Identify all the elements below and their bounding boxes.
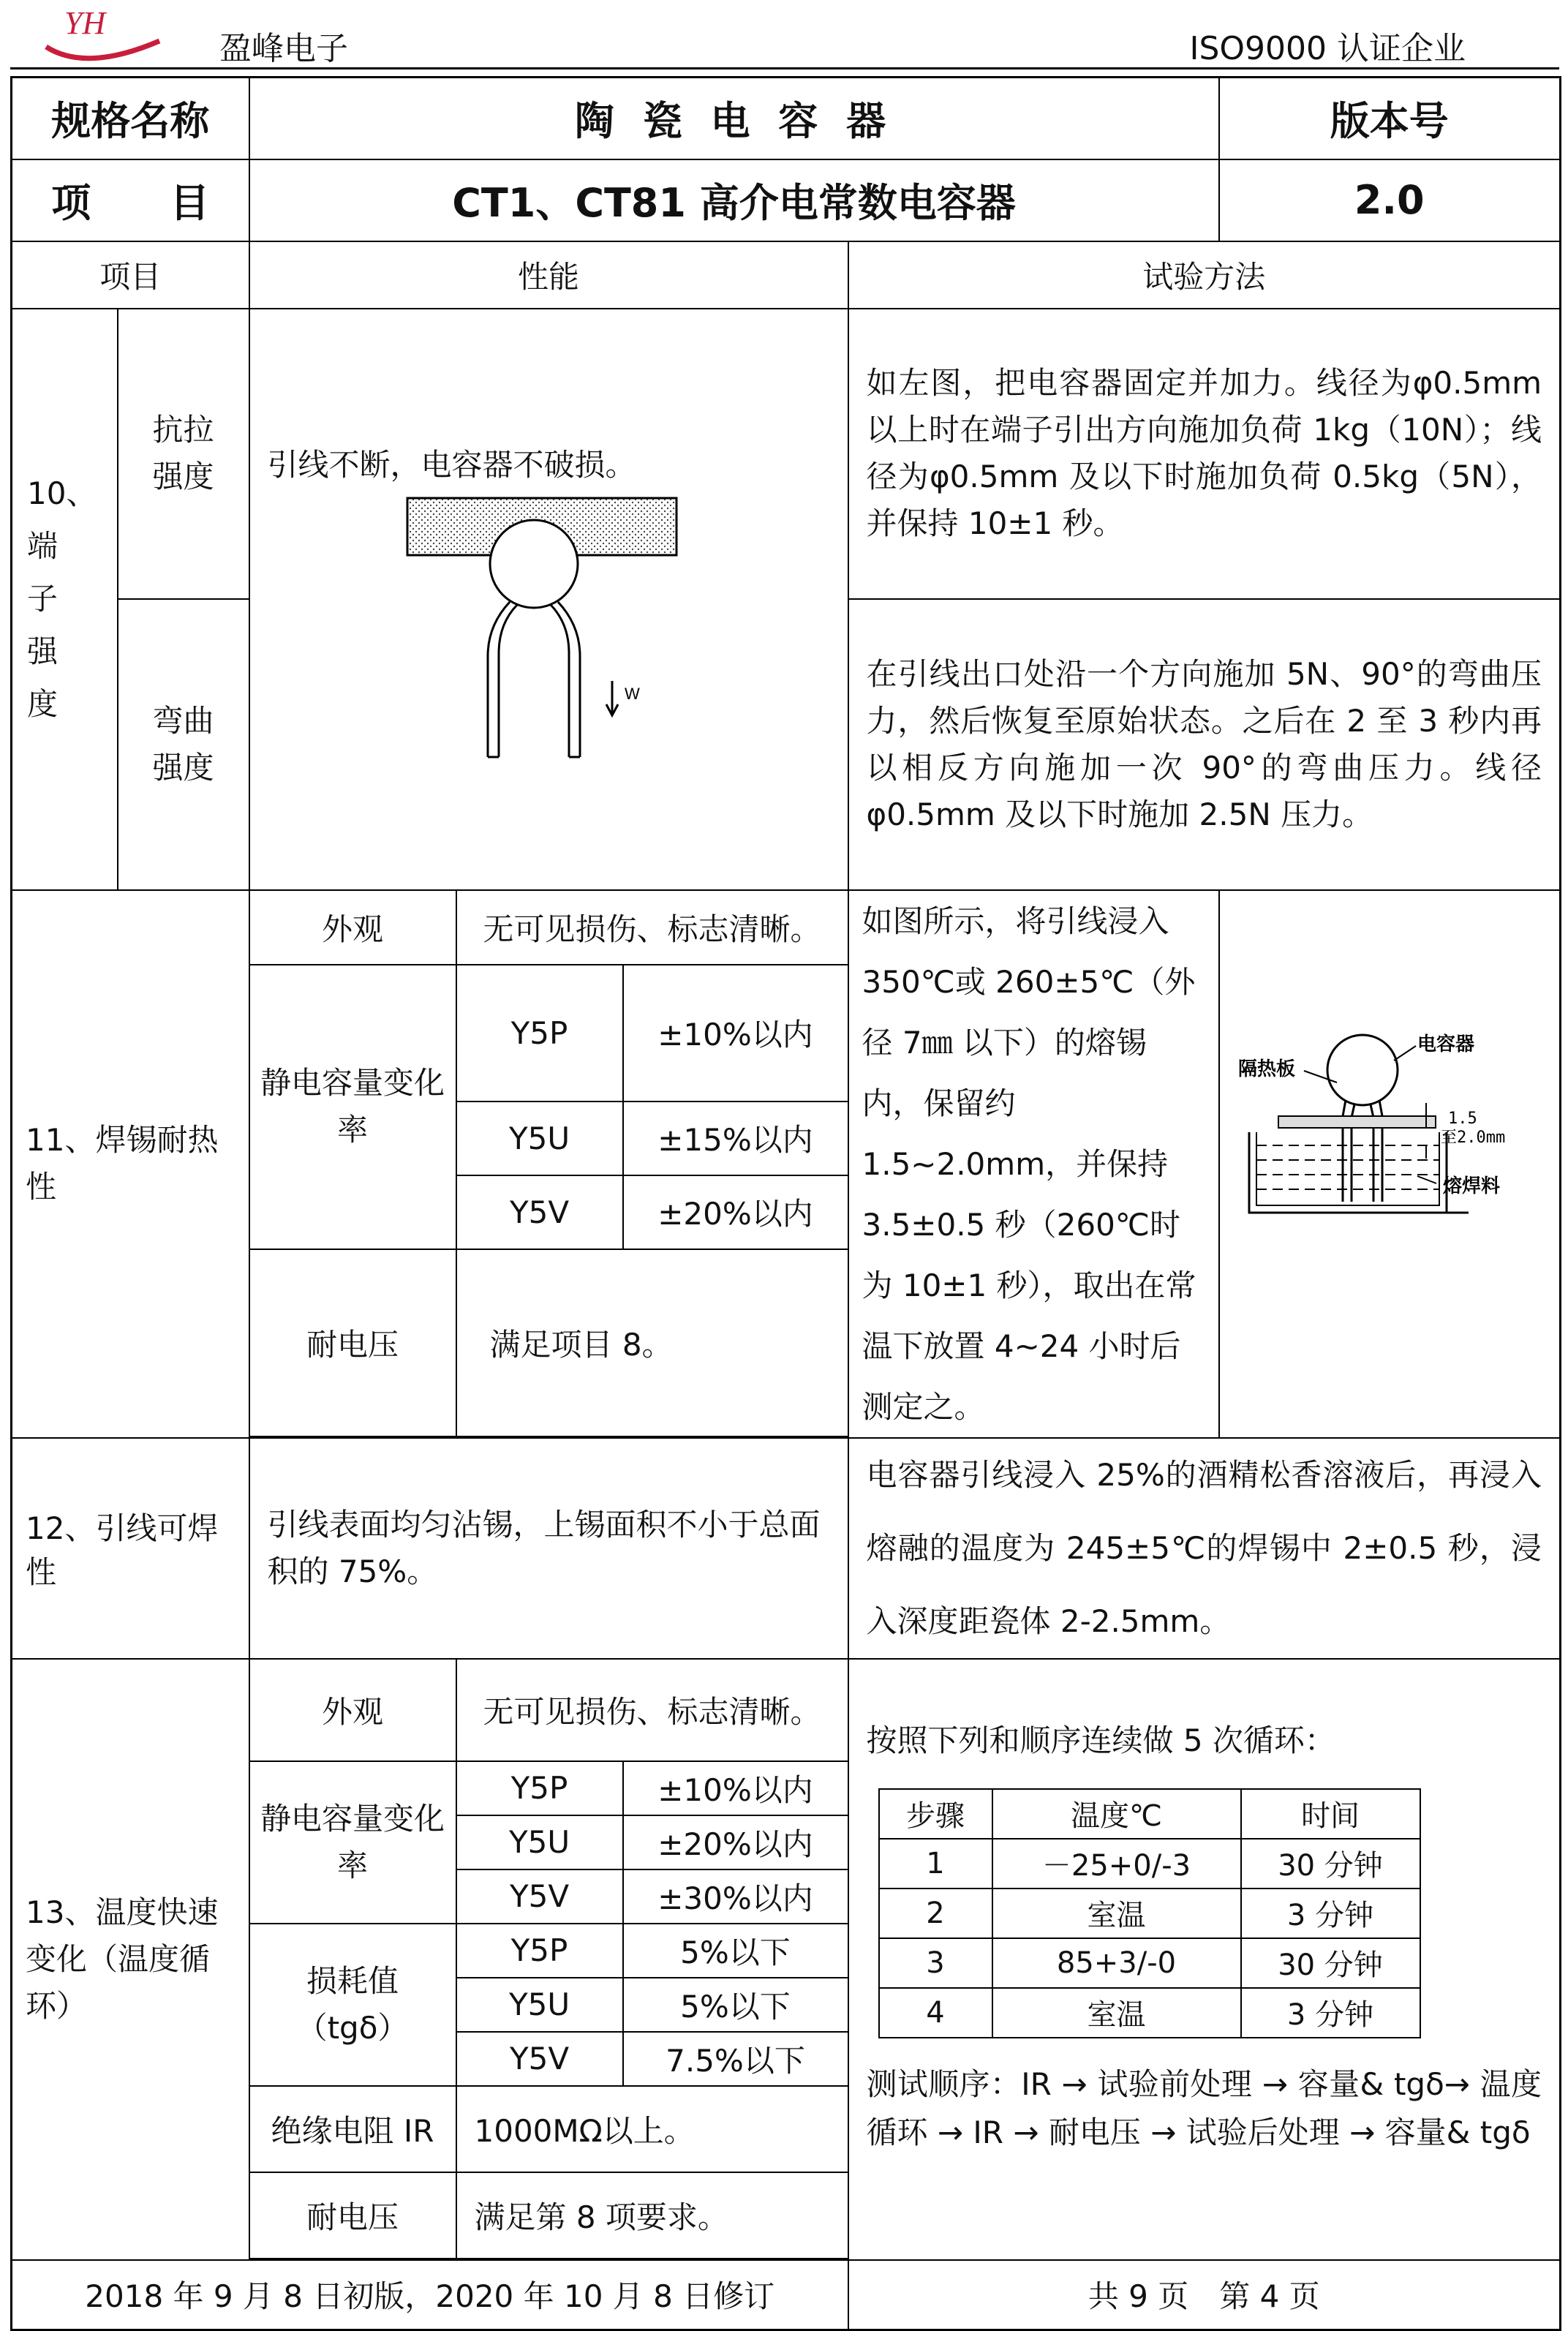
item-name: CT1、CT81 高介电常数电容器 [249,159,1219,241]
s11-cap-type-1: Y5P [456,965,623,1102]
s11-appearance-label: 外观 [249,890,456,965]
col-head-method: 试验方法 [848,241,1561,309]
version-number: 2.0 [1219,159,1561,241]
s10-performance-text: 引线不断，电容器不破损。 [267,446,636,483]
iso-certification: ISO9000 认证企业 [1189,30,1466,67]
footer-date: 2018 年 9 月 8 日初版，2020 年 10 月 8 日修订 [12,2260,848,2330]
col-head-performance: 性能 [249,241,848,309]
s13-loss-type-2: Y5U [456,1978,623,2032]
s11-cap-type-2: Y5U [456,1102,623,1175]
s11-volt-value: 满足项目 8。 [456,1249,848,1436]
s13-title: 13、温度快速变化（温度循环） [12,1659,249,2260]
s11-cap-val-1: ±10%以内 [623,965,848,1102]
s13-loss-type-3: Y5V [456,2032,623,2086]
page-header [0,0,1568,73]
s11-cap-val-3: ±20%以内 [623,1175,848,1249]
s13-cap-label: 静电容量变化率 [249,1761,456,1924]
spec-name: 陶 瓷 电 容 器 [249,78,1219,159]
solder-dip-figure [1235,1030,1549,1235]
s12-title: 12、引线可焊性 [12,1438,249,1659]
s11-method: 如图所示，将引线浸入 350℃或 260±5℃（外径 7㎜ 以下）的熔锡内，保留约 1.5~2.0mm，并保持 3.5±0.5 秒（260℃时为 10±1 秒），取出在常温下放置 4~24 小时后测定之。 [848,890,1219,1438]
s13-ir-value: 1000MΩ以上。 [456,2086,848,2172]
col-head-item: 项目 [12,241,249,309]
s13-appearance-value: 无可见损伤、标志清晰。 [456,1659,848,1761]
s13-cap-val-3: ±30%以内 [623,1869,848,1924]
cycle-head-step: 步骤 [879,1789,992,1839]
s13-volt-value: 满足第 8 项要求。 [456,2172,848,2259]
s13-loss-type-1: Y5P [456,1924,623,1978]
s13-method [848,1659,1561,2260]
item-label: 项 目 [12,159,249,241]
s13-cap-type-3: Y5V [456,1869,623,1924]
s11-cap-type-3: Y5V [456,1175,623,1249]
s10-bend-label: 弯曲 强度 [118,599,249,890]
s10-title: 10、 端 子 强 度 [12,309,118,890]
s12-method: 电容器引线浸入 25%的酒精松香溶液后，再浸入熔融的温度为 245±5℃的焊锡中 2±0.5 秒，浸入深度距瓷体 2-2.5mm。 [848,1438,1561,1659]
table-row: 4 室温 3 分钟 [879,1988,1420,2038]
s13-test-order: 测试顺序：IR → 试验前处理 → 容量& tgδ→ 温度循环 → IR → 耐电压 → 试验后处理 → 容量& tgδ [866,2065,1542,2150]
s11-volt-label: 耐电压 [249,1249,456,1436]
s13-loss-val-3: 7.5%以下 [623,2032,848,2086]
spec-sheet-table [10,76,1561,2331]
table-row: 1 －25+0/-3 30 分钟 [879,1839,1420,1888]
s13-volt-label: 耐电压 [249,2172,456,2259]
s10-tensile-label: 抗拉 强度 [118,309,249,599]
version-label: 版本号 [1219,78,1561,159]
header-rule [10,67,1559,69]
company-name: 盈峰电子 [219,30,348,67]
s10-performance [249,309,848,890]
s12-performance: 引线表面均匀沾锡，上锡面积不小于总面积的 75%。 [249,1438,848,1659]
fig-dim1: 1.5 [1447,1109,1477,1128]
cycle-head-time: 时间 [1241,1789,1420,1839]
s13-cap-type-2: Y5U [456,1815,623,1869]
s13-cap-val-2: ±20%以内 [623,1815,848,1869]
s13-loss-val-2: 5%以下 [623,1978,848,2032]
cycle-table [878,1788,1421,2038]
table-row: 3 85+3/-0 30 分钟 [879,1938,1420,1988]
s10-tensile-method: 如左图，把电容器固定并加力。线径为φ0.5mm 以上时在端子引出方向施加负荷 1kg（10N）；线径为φ0.5mm 及以下时施加负荷 0.5kg（5N），并保持 10±1 秒。 [848,309,1561,599]
s13-cap-type-1: Y5P [456,1761,623,1815]
cycle-head-temp: 温度℃ [992,1789,1241,1839]
logo-text: YH [64,5,106,41]
tensile-test-figure [400,492,685,763]
s11-cap-val-2: ±15%以内 [623,1102,848,1175]
fig-insulator-label: 隔热板 [1237,1058,1295,1080]
s10-bend-method: 在引线出口处沿一个方向施加 5N、90°的弯曲压力，然后恢复至原始状态。之后在 2 至 3 秒内再以相反方向施加一次 90°的弯曲压力。线径φ0.5mm 及以下时施加 2.5N 压力。 [848,599,1561,890]
fig-dim2: 至2.0mm [1440,1128,1505,1147]
s11-appearance-value: 无可见损伤、标志清晰。 [456,890,848,965]
s13-loss-val-1: 5%以下 [623,1924,848,1978]
table-row: 2 室温 3 分钟 [879,1888,1420,1938]
fig-solder-label: 熔焊料 [1442,1175,1500,1197]
footer-pages: 共 9 页 第 4 页 [848,2260,1561,2330]
s11-title: 11、焊锡耐热性 [12,890,249,1438]
company-logo-icon [42,3,167,69]
fig-capacitor-label: 电容器 [1417,1033,1474,1055]
s13-cap-val-1: ±10%以内 [623,1761,848,1815]
s13-ir-label: 绝缘电阻 IR [249,2086,456,2172]
s13-method-intro: 按照下列和顺序连续做 5 次循环： [866,1722,1335,1758]
s11-figure-cell [1219,890,1561,1438]
s13-appearance-label: 外观 [249,1659,456,1761]
force-label: W [624,684,640,703]
spec-name-label: 规格名称 [12,78,249,159]
s11-cap-label: 静电容量变化率 [249,965,456,1249]
s13-loss-label: 损耗值 （tgδ） [249,1924,456,2086]
